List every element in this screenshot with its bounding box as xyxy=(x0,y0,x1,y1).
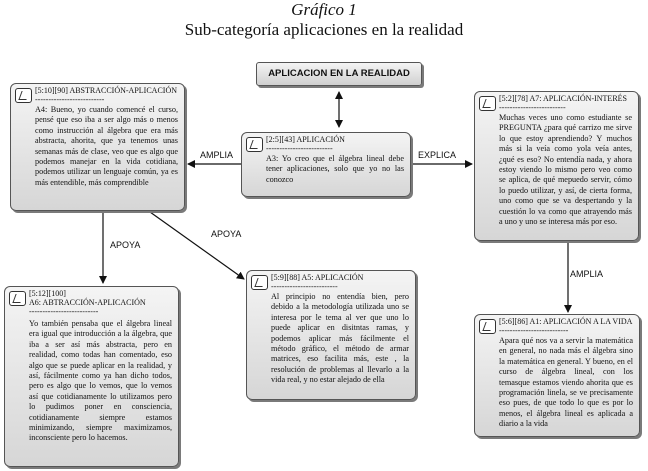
node-header: [5:12][100] A6: ABTRACCIÓN-APLICACIÓN -------------------------- xyxy=(29,289,146,316)
memo-icon xyxy=(479,96,496,111)
edge-label-apoya-diag: APOYA xyxy=(211,229,242,239)
node-header: [5:6][86] A1: APLICACIÓN A LA VIDA -------------------------- xyxy=(499,317,633,335)
edge-apoya-diag xyxy=(150,212,244,279)
node-abtraccion-aplicacion-a6 xyxy=(4,286,179,467)
memo-icon xyxy=(9,291,26,306)
node-header: [5:2][78] A7: APLICACIÓN-INTERÉS ------------------------- xyxy=(499,94,627,112)
node-aplicacion-interes-a7 xyxy=(474,91,639,241)
node-aplicacion-a3 xyxy=(241,132,411,197)
node-text: Apara qué nos va a servir la matemática en general, no nada más el álgebra sino la matemática en general. Y bueno, en el curso de álgebra lineal, con los temasque estamos viendo ahorita que es programación linela, se ve precisamente eso pues, de que todo lo que es por lo menos, el álgebra lineal es aplicada a diario a la vida xyxy=(499,336,633,429)
edge-label-amplia-left: AMPLIA xyxy=(200,150,234,160)
node-header: [5:9][88] A5: APLICACIÓN ------------------------- xyxy=(271,273,364,291)
figure-title: Gráfico 1 xyxy=(291,0,357,19)
node-text: A4: Bueno, yo cuando comencé el curso, pensé que eso iba a ser algo más o menos como instrucción al álgebra que era más abstracta, ahorita, que ya tenemos unas semanas más de clase, veo que es algo que podemos manejar en la vida cotidiana, podemos utilizar un lenguaje común, ya es más entendible, más comprendible xyxy=(35,105,178,187)
node-header: [5:10][90] ABSTRACCIÓN-APLICACIÓN -------------------------- xyxy=(35,86,177,104)
memo-icon xyxy=(479,319,496,334)
node-aplicacion-vida-a1 xyxy=(474,314,640,437)
node-header: [2:5][43] APLICACIÓN ------------------------- xyxy=(266,135,345,153)
memo-icon xyxy=(251,275,268,290)
node-text: Yo también pensaba que el álgebra lineal era igual que introducción a la álgebra, que iba a ser así más abstracta, pero en realidad, como todas han comentado, eso algo que se puede aplicar en la realidad, y así, fácilmente como ya han dicho todos, pero es algo que lo vemos, que lo vemos así que cotidianamente lo utilizamos pero lo pudimos poner en consciencia, cotidianamente siempre estamos minimizando, siempre maximizamos, inconsciente pero lo hacemos. xyxy=(29,319,172,443)
node-aplicacion-a5 xyxy=(246,270,416,400)
node-abstraccion-aplicacion-a4 xyxy=(10,83,185,211)
edge-label-apoya-down: APOYA xyxy=(110,240,141,250)
node-text: Al principio no entendía bien, pero debido a la metodología utilizada uno se interesa por le tema al ver que uno lo puede aplicar en disitntas ramas, y podemos aplicar más fácilmente el método gráfico, el método de armar matrices, eso facilita más, este , la resolución de problemas al llevarlo a la vida real, y no estar alejado de ella xyxy=(271,292,409,385)
node-text: A3: Yo creo que el álgebra lineal debe tener aplicaciones, solo que yo no las conozco xyxy=(266,154,404,184)
node-text: Muchas veces uno como estudiante se PREGUNTA ¿para qué carrizo me sirve lo que estoy aprendiendo? Y muchos más si la veía como yola veía antes, ¿qué es eso? No entendía nada, y ahora estoy viendo lo mismo pero veo como se aplica, de qué mepuedo servir, cómo lo puedo utilizar, y así, de cierta forma, uno como que se va despertando y la cuestión lo va como que atrayendo más a uno y uno se interesa más por eso. xyxy=(499,113,632,227)
memo-icon xyxy=(246,137,263,152)
edge-label-explica: EXPLICA xyxy=(418,150,457,160)
edge-label-amplia-right: AMPLIA xyxy=(570,269,604,279)
memo-icon xyxy=(15,88,32,103)
figure-subtitle: Sub-categoría aplicaciones en la realidad xyxy=(184,20,464,39)
root-node: APLICACION EN LA REALIDAD xyxy=(256,62,422,86)
